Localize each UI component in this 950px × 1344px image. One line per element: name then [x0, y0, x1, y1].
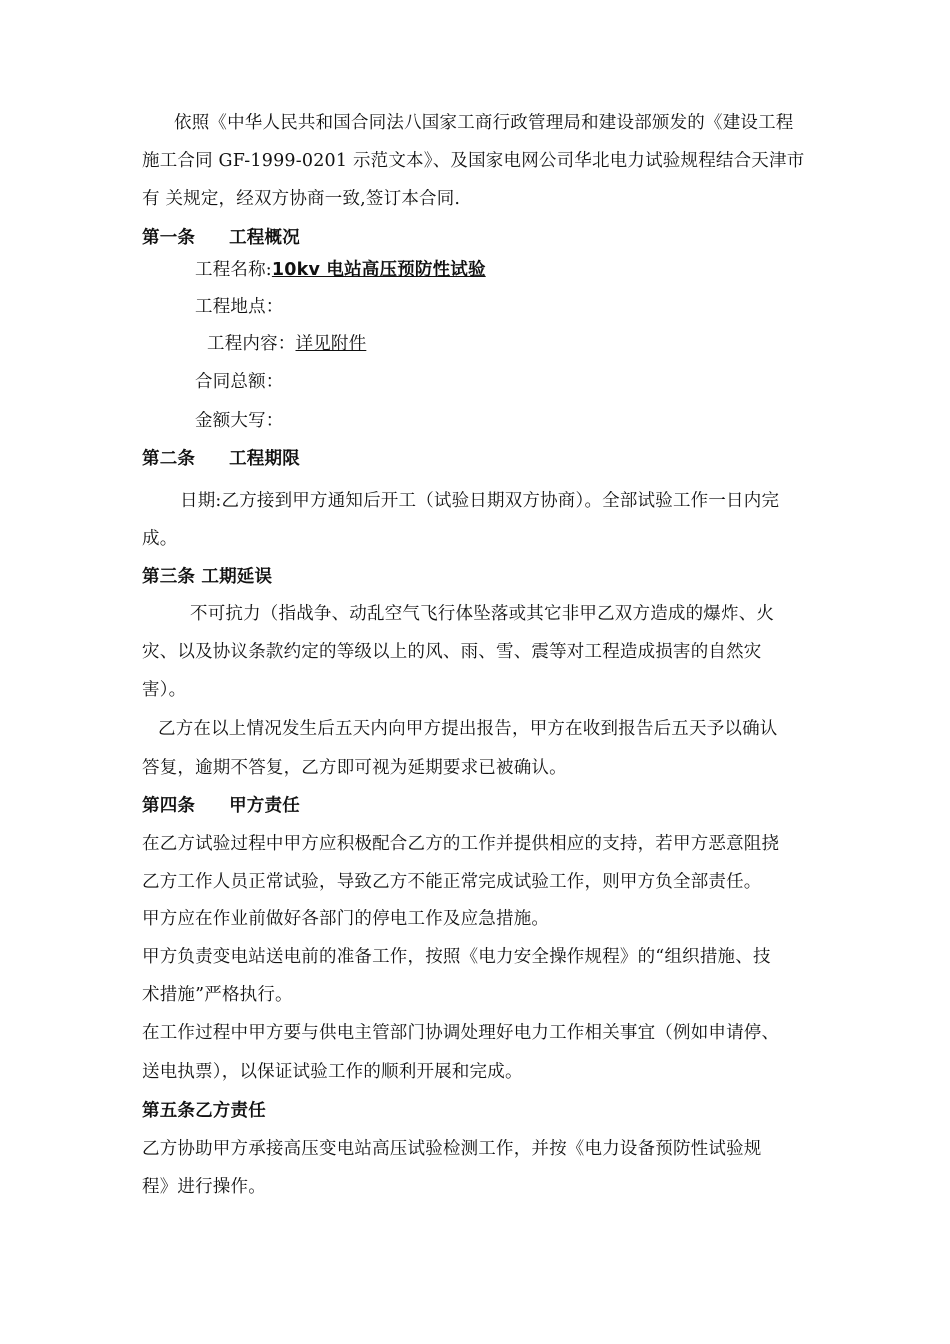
project-content-row [207, 333, 366, 355]
article-3-p1-line-1: 不可抗力（指战争、动乱空气飞行体坠落或其它非甲乙双方造成的爆炸、火 [190, 604, 775, 624]
amount-in-words-label: 金额大写： [195, 411, 284, 431]
article-4-heading [142, 795, 300, 817]
project-content-value: 详见附件 [295, 334, 367, 354]
article-2-title: 工程期限 [229, 449, 300, 469]
article-4-line-6: 在工作过程中甲方要与供电主管部门协调处理好电力工作相关事宜（例如申请停、 [142, 1023, 780, 1043]
article-5-line-2: 程》进行操作。 [142, 1177, 266, 1197]
article-2-line-1: 日期:乙方接到甲方通知后开工（试验日期双方协商）。全部试验工作一日内完 [180, 491, 780, 511]
article-5-heading: 第五条乙方责任 [142, 1101, 266, 1121]
article-3-p1-line-3: 害）。 [142, 680, 187, 700]
contract-amount-label: 合同总额： [195, 372, 284, 392]
project-content-label: 工程内容： [207, 334, 296, 354]
article-4-line-5: 术措施”严格执行。 [142, 985, 293, 1005]
project-location-label: 工程地点： [195, 297, 284, 317]
intro-line-3: 有 关规定，经双方协商一致,签订本合同. [142, 189, 461, 209]
article-4-line-7: 送电执票），以保证试验工作的顺利开展和完成。 [142, 1062, 523, 1082]
article-2-number: 第二条 [142, 449, 196, 469]
article-4-line-3: 甲方应在作业前做好各部门的停电工作及应急措施。 [142, 909, 550, 929]
article-4-number: 第四条 [142, 796, 196, 816]
article-3-p1-line-2: 灾、以及协议条款约定的等级以上的风、雨、雪、震等对工程造成损害的自然灾 [142, 642, 762, 662]
article-3-heading: 第三条 工期延误 [142, 567, 273, 587]
article-1-heading [142, 227, 300, 249]
article-5-line-1: 乙方协助甲方承接高压变电站高压试验检测工作，并按《电力设备预防性试验规 [142, 1139, 762, 1159]
article-4-line-4: 甲方负责变电站送电前的准备工作，按照《电力安全操作规程》的“组织措施、技 [142, 947, 771, 967]
article-1-title: 工程概况 [229, 228, 300, 248]
article-2-line-2: 成。 [142, 529, 178, 549]
article-4-line-1: 在乙方试验过程中甲方应积极配合乙方的工作并提供相应的支持，若甲方恶意阻挠 [142, 834, 780, 854]
article-2-heading [142, 448, 300, 470]
article-4-title: 甲方责任 [229, 796, 300, 816]
article-1-number: 第一条 [142, 228, 196, 248]
article-4-line-2: 乙方工作人员正常试验，导致乙方不能正常完成试验工作，则甲方负全部责任。 [142, 872, 762, 892]
intro-line-1: 依照《中华人民共和国合同法八国家工商行政管理局和建设部颁发的《建设工程 [174, 113, 794, 133]
article-3-p2-line-1: 乙方在以上情况发生后五天内向甲方提出报告，甲方在收到报告后五天予以确认 [158, 719, 778, 739]
article-3-p2-line-2: 答复，逾期不答复，乙方即可视为延期要求已被确认。 [142, 758, 567, 778]
intro-line-2: 施工合同 GF-1999-0201 示范文本》、及国家电网公司华北电力试验规程结合天津市 [142, 151, 805, 171]
project-name-label: 工程名称: [195, 260, 272, 280]
project-name-row [195, 259, 486, 281]
project-name-value: 10kv 电站高压预防性试验 [271, 260, 486, 280]
